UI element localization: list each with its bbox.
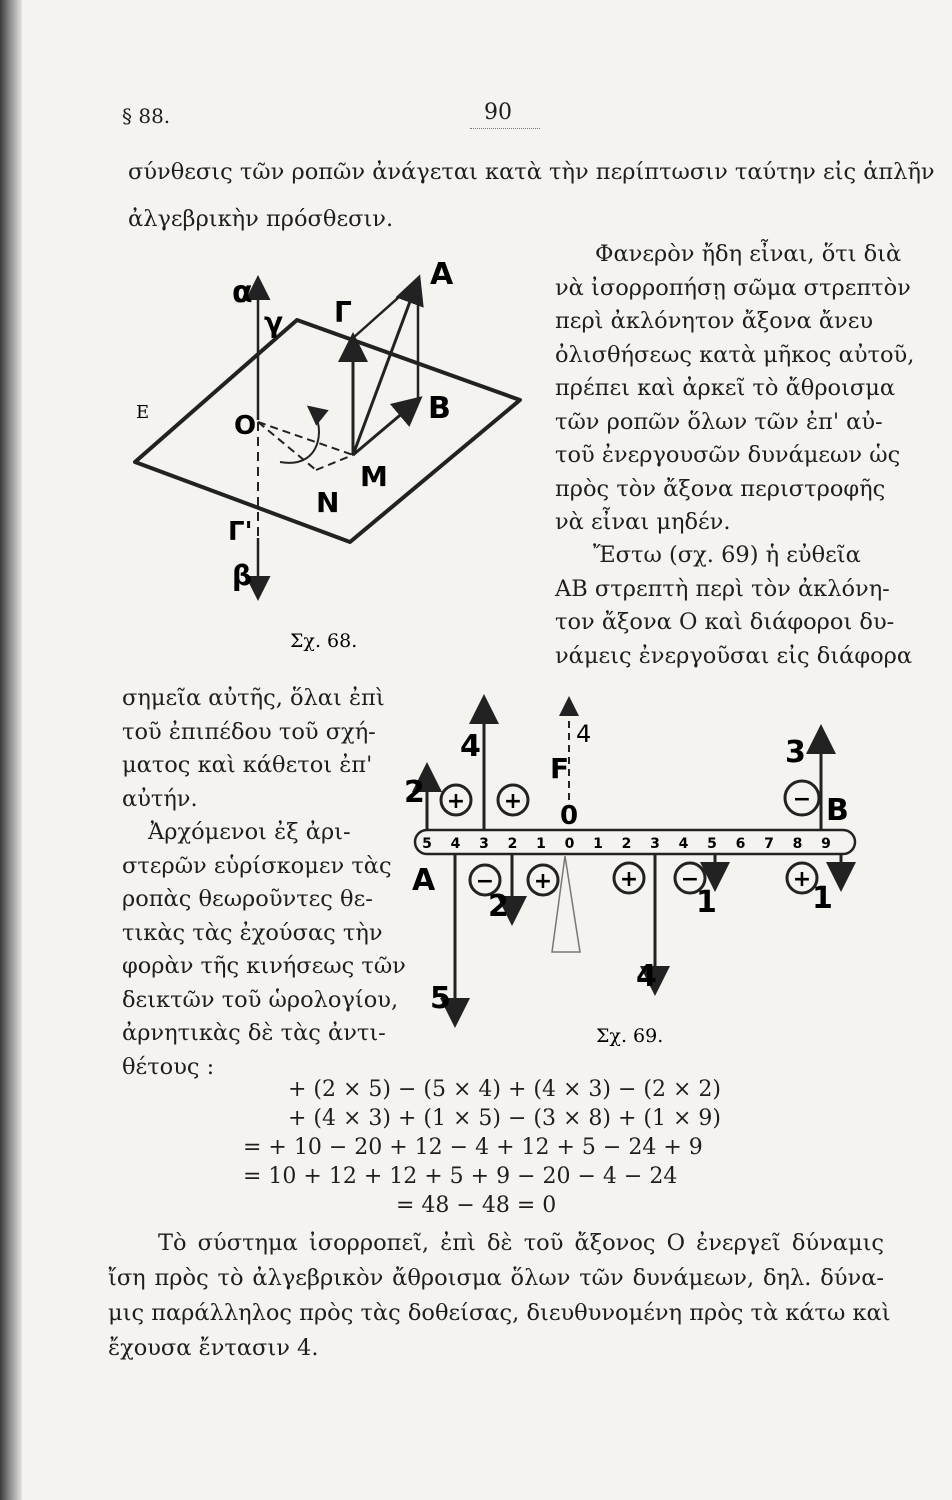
force-label: 4: [636, 959, 657, 994]
text-line: Τὸ σύστημα ἰσορροπεῖ, ἐπὶ δὲ τοῦ ἄξονος Ο ἐνεργεῖ δύναμις: [158, 1230, 884, 1256]
scale-tick-label: 1: [536, 836, 546, 852]
label-Gamma-prime: Γ': [228, 517, 253, 547]
label-Gamma: Γ: [334, 296, 352, 329]
section-number: § 88.: [122, 104, 171, 128]
label-B: Β: [428, 391, 451, 426]
intro-line-2: ἀλγεβρικὴν πρόσθεσιν.: [128, 206, 394, 232]
label-beta: β: [232, 559, 253, 592]
scale-tick-label: 4: [678, 836, 689, 852]
label-axis-O: 0: [560, 801, 579, 831]
text-line: ΑΒ στρεπτὴ περὶ τὸν ἀκλόνη-: [555, 576, 890, 602]
text-line: ροπὰς θεωροῦντες θε-: [122, 886, 373, 912]
force-label: 4: [460, 729, 481, 764]
text-line: φορὰν τῆς κινήσεως τῶν: [122, 953, 406, 979]
moment-sign: −: [680, 867, 700, 892]
force-label: 5: [430, 981, 451, 1016]
label-gamma: γ: [264, 306, 284, 339]
label-point-A: A: [412, 863, 436, 898]
text-line: περὶ ἀκλόνητον ἄξονα ἄνευ: [555, 308, 874, 334]
scale-tick-label: 6: [735, 836, 746, 852]
book-binding-shadow: [0, 0, 22, 1500]
text-line: ὀλισθήσεως κατὰ μῆκος αὐτοῦ,: [555, 342, 915, 368]
figure-68-plane-moment: [120, 240, 540, 652]
text-line: νὰ ἰσορροπήσῃ σῶμα στρεπτὸν: [555, 275, 911, 301]
force-label: 2: [404, 775, 425, 810]
intro-line-1: σύνθεσις τῶν ροπῶν ἀνάγεται κατὰ τὴν περίπτωσιν ταύτην εἰς ἁπλῆν: [128, 159, 935, 185]
text-line: τον ἄξονα Ο καὶ διάφοροι δυ-: [555, 609, 895, 635]
equation-line: = + 10 − 20 + 12 − 4 + 12 + 5 − 24 + 9: [243, 1135, 703, 1160]
scale-tick-label: 3: [650, 836, 660, 852]
text-line: δεικτῶν τοῦ ὡρολογίου,: [122, 987, 399, 1013]
text-line: πρέπει καὶ ἀρκεῖ τὸ ἄθροισμα: [555, 375, 896, 401]
text-line: στερῶν εὑρίσκομεν τὰς: [122, 853, 392, 879]
scale-ticks: [422, 836, 831, 852]
scale-tick-label: 5: [422, 836, 432, 852]
moment-sign: −: [475, 869, 495, 894]
text-line: ἀρνητικὰς δὲ τὰς ἀντι-: [122, 1020, 386, 1046]
moment-sign: +: [619, 867, 639, 892]
text-line: Ἔστω (σχ. 69) ἡ εὐθεῖα: [593, 542, 861, 568]
text-line: μις παράλληλος πρὸς τὰς δοθείσας, διευθυνομένη πρὸς τὰ κάτω καὶ: [108, 1300, 891, 1326]
equation-line: = 48 − 48 = 0: [396, 1193, 557, 1218]
scale-tick-label: 1: [593, 836, 603, 852]
page-number-rule: [470, 128, 540, 129]
text-line: ἴση πρὸς τὸ ἀλγεβρικὸν ἄθροισμα ὅλων τῶν δυνάμεων, δηλ. δύνα-: [108, 1265, 884, 1291]
scale-tick-label: 2: [621, 836, 632, 852]
text-line: νάμεις ἐνεργοῦσαι εἰς διάφορα: [555, 643, 913, 669]
text-line: νὰ εἶναι μηδέν.: [555, 509, 731, 535]
scale-tick-label: 0: [564, 836, 575, 852]
text-line: Ἀρχόμενοι ἐξ ἀρι-: [148, 819, 351, 845]
scale-tick-label: 2: [507, 836, 518, 852]
equation-line: = 10 + 12 + 12 + 5 + 9 − 20 − 4 − 24: [243, 1164, 678, 1189]
label-force-F-value: 4: [576, 720, 592, 748]
force-label: 1: [812, 881, 833, 916]
page-number: 90: [484, 100, 512, 125]
text-line: αὐτήν.: [122, 786, 198, 812]
scale-tick-label: 4: [450, 836, 461, 852]
text-line: σημεῖα αὐτῆς, ὅλαι ἐπὶ: [122, 685, 385, 711]
label-alpha: α: [232, 275, 253, 310]
force-label: 3: [785, 735, 806, 770]
equation-line: + (2 × 5) − (5 × 4) + (4 × 3) − (2 × 2): [288, 1077, 722, 1102]
text-line: τοῦ ἐπιπέδου τοῦ σχή-: [122, 719, 376, 745]
text-line: ματος καὶ κάθετοι ἐπ': [122, 752, 373, 778]
scale-tick-label: 3: [479, 836, 489, 852]
moment-sign: +: [446, 789, 466, 814]
figure-69-caption: Σχ. 69.: [596, 1025, 664, 1047]
label-force-F: F: [550, 752, 570, 785]
label-A: Α: [430, 257, 454, 292]
force-label: 2: [488, 889, 509, 924]
scale-tick-label: 7: [764, 836, 774, 852]
text-line: Φανερὸν ἤδη εἶναι, ὅτι διὰ: [595, 241, 902, 267]
moment-sign: +: [503, 789, 523, 814]
scale-tick-label: 9: [821, 836, 831, 852]
text-line: θέτους :: [122, 1054, 215, 1080]
text-line: τοῦ ἐνεργουσῶν δυνάμεων ὡς: [555, 442, 901, 468]
text-line: πρὸς τὸν ἄξονα περιστροφῆς: [555, 476, 886, 502]
label-M: M: [360, 460, 388, 493]
scale-tick-label: 8: [792, 836, 803, 852]
label-point-B: B: [826, 793, 849, 828]
equation-line: + (4 × 3) + (1 × 5) − (3 × 8) + (1 × 9): [288, 1106, 722, 1131]
moment-sign: +: [792, 867, 812, 892]
text-line: ἔχουσα ἔντασιν 4.: [108, 1335, 319, 1361]
scale-tick-label: 5: [707, 836, 717, 852]
figure-69-lever: [400, 690, 870, 1050]
moment-sign: −: [792, 787, 812, 812]
label-N: N: [316, 486, 340, 519]
force-label: 1: [696, 885, 717, 920]
label-E: E: [136, 402, 150, 423]
text-line: τικὰς τὰς ἐχούσας τὴν: [122, 920, 383, 946]
figure-68-caption: Σχ. 68.: [290, 630, 358, 652]
moment-sign: +: [533, 869, 553, 894]
text-line: τῶν ροπῶν ὅλων τῶν ἐπ' αὐ-: [555, 409, 883, 435]
label-O: O: [234, 411, 257, 441]
